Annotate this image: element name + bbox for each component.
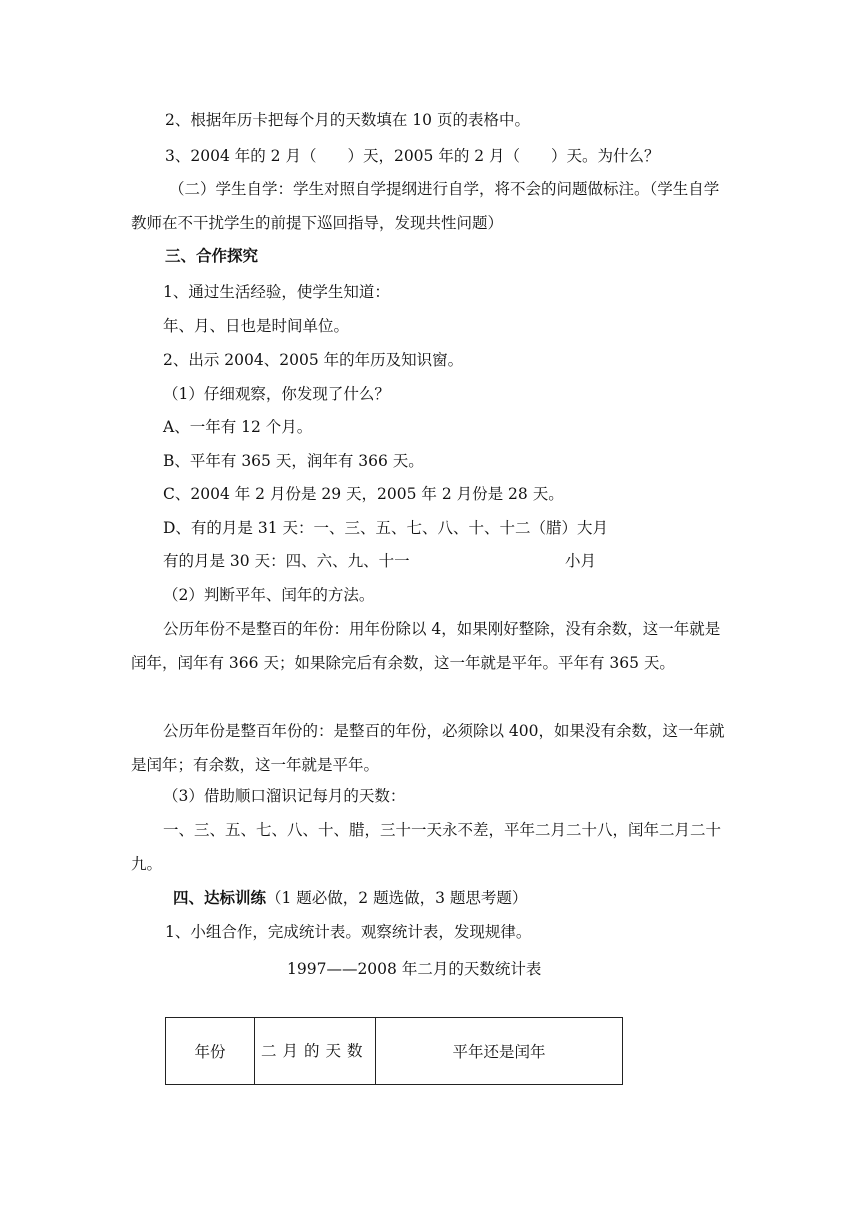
text-line: 3、2004 年的 2 月（ ）天，2005 年的 2 月（ ）天。为什么？ [165,147,660,165]
text-line: A、一年有 12 个月。 [163,418,313,436]
paragraph-rule-2: 公历年份是整百年份的：是整百的年份，必须除以 400，如果没有余数，这一年就是闰年；有余数，这一年就是平年。 [131,722,725,774]
text-line: B、平年有 365 天，润年有 366 天。 [163,452,424,470]
paragraph-self-study: （二）学生自学：学生对照自学提纲进行自学，将不会的问题做标注。（学生自学教师在不干扰学生的前提下巡回指导，发现共性问题） [131,180,720,232]
section-heading-4 [173,887,527,909]
paragraph-rhyme: 一、三、五、七、八、十、腊，三十一天永不差，平年二月二十八，闰年二月二十九。 [131,821,722,873]
text-line: 1、通过生活经验，使学生知道： [163,283,390,301]
text-line: （3）借助顺口溜识记每月的天数： [163,787,406,805]
text-line: C、2004 年 2 月份是 29 天，2005 年 2 月份是 28 天。 [163,485,564,503]
statistics-table [165,1017,623,1085]
section-heading-4-note: （1 题必做，2 题选做，3 题思考题） [266,889,528,907]
text-line: （1）仔细观察，你发现了什么？ [163,385,390,403]
table-header-year: 年份 [166,1018,255,1085]
section-heading-4-title: 四、达标训练 [173,888,267,907]
text-line: 小月 [565,552,597,570]
text-line: D、有的月是 31 天：一、三、五、七、八、十、十二（腊）大月 [163,519,609,537]
table-title: 1997——2008 年二月的天数统计表 [287,960,542,978]
text-line: 2、根据年历卡把每个月的天数填在 10 页的表格中。 [165,111,530,129]
text-line: 2、出示 2004、2005 年的年历及知识窗。 [163,351,464,369]
section-heading-3: 三、合作探究 [165,246,259,265]
text-line: 年、月、日也是时间单位。 [163,317,350,335]
text-line: （2）判断平年、闰年的方法。 [163,586,375,604]
text-line: 1、小组合作，完成统计表。观察统计表，发现规律。 [165,923,532,941]
table-header-feb-days: 二月的天数 [255,1018,376,1085]
table-header-leap-or-common: 平年还是闰年 [376,1018,623,1085]
paragraph-rule-1: 公历年份不是整百的年份：用年份除以 4，如果刚好整除，没有余数，这一年就是闰年，闰年有 366 天；如果除完后有余数，这一年就是平年。平年有 365 天。 [131,620,721,672]
table-header-row [166,1018,623,1085]
text-line: 有的月是 30 天：四、六、九、十一 [163,552,410,570]
